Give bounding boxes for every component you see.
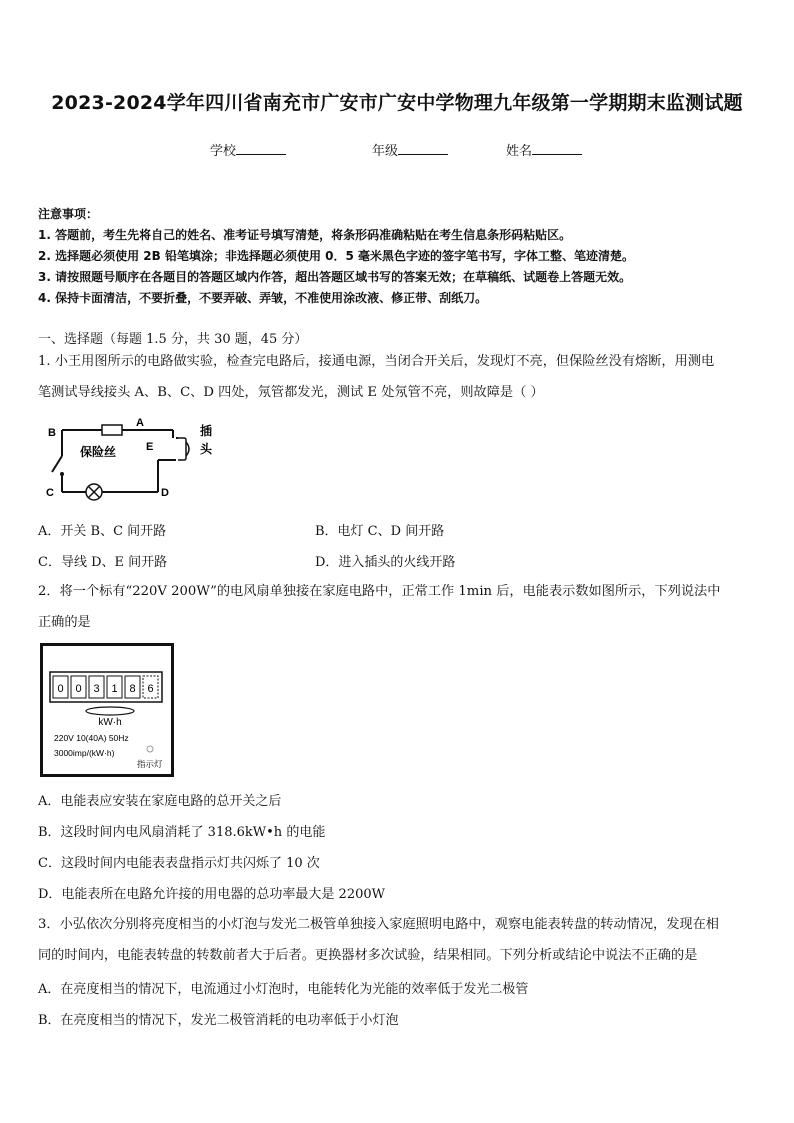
q1-option-d: D．进入插头的火线开路: [315, 555, 456, 570]
meter-imp: 3000imp/(kW·h): [54, 748, 115, 758]
grade-field: [372, 140, 448, 159]
fuse-label: 保险丝: [80, 445, 117, 459]
q2-meter-figure: [40, 643, 174, 777]
meter-digit: 3: [93, 683, 100, 695]
label-a: A: [136, 417, 144, 429]
meter-unit: kW·h: [98, 717, 122, 728]
name-field: [506, 140, 582, 159]
meter-digit: 6: [147, 683, 154, 695]
meter-digit: 0: [75, 683, 82, 695]
meter-digit: 8: [129, 683, 136, 695]
school-blank: [236, 142, 286, 155]
switch-blade: [52, 456, 62, 472]
q1-stem-line-2: 笔测试导线接头 A、B、C、D 四处，氖管都发光，测试 E 处氖管不亮，则故障是（ ）: [38, 385, 544, 400]
notes-item: 2. 选择题必须使用 2B 铅笔填涂；非选择题必须使用 0．5 毫米黑色字迹的签字笔书写，字体工整、笔迹清楚。: [38, 249, 634, 263]
name-blank: [532, 142, 582, 155]
meter-digit: 1: [111, 683, 118, 695]
q1-option-a: A．开关 B、C 间开路: [38, 524, 167, 539]
name-label: 姓名: [506, 144, 533, 159]
question-3: [38, 909, 760, 971]
grade-label: 年级: [372, 144, 399, 159]
label-e: E: [146, 441, 154, 453]
label-d: D: [161, 487, 169, 499]
question-2: [38, 576, 760, 638]
meter-spec: 220V 10(40A) 50Hz: [54, 733, 129, 743]
q1-option-b: B．电灯 C、D 间开路: [315, 524, 445, 539]
notes-item: 3. 请按照题号顺序在各题目的答题区域内作答，超出答题区域书写的答案无效；在草稿纸、试题卷上答题无效。: [38, 270, 632, 284]
page-title: 2023-2024学年四川省南充市广安市广安中学物理九年级第一学期期末监测试题: [51, 92, 743, 114]
grade-blank: [398, 142, 448, 155]
q3-stem-line-1: 3．小弘依次分别将亮度相当的小灯泡与发光二极管单独接入家庭照明电路中，观察电能表转盘的转动情况，发现在相: [38, 917, 719, 932]
school-field: [210, 140, 286, 159]
q3-option-a: A．在亮度相当的情况下，电流通过小灯泡时，电能转化为光能的效率低于发光二极管: [38, 982, 529, 997]
school-label: 学校: [210, 144, 237, 159]
notes-block: [38, 204, 634, 309]
q2-option-c: C．这段时间内电能表表盘指示灯共闪烁了 10 次: [38, 856, 320, 871]
q2-option-d: D．电能表所在电路允许接的用电器的总功率最大是 2200W: [38, 887, 386, 902]
q2-stem-line-1: 2．将一个标有“220V 200W”的电风扇单独接在家庭电路中，正常工作 1min 后，电能表示数如图所示，下列说法中: [38, 584, 721, 599]
indicator-light-icon: [147, 746, 153, 752]
q2-stem-line-2: 正确的是: [38, 615, 91, 630]
q1-option-c: C．导线 D、E 间开路: [38, 555, 168, 570]
label-c: C: [46, 487, 54, 499]
plug-label-2: 头: [200, 442, 213, 456]
notes-item: 4. 保持卡面清洁，不要折叠，不要弄破、弄皱，不准使用涂改液、修正带、刮纸刀。: [38, 291, 488, 305]
q3-option-b: B．在亮度相当的情况下，发光二极管消耗的电功率低于小灯泡: [38, 1013, 399, 1028]
section-title: 一、选择题（每题 1.5 分，共 30 题，45 分）: [38, 332, 308, 347]
q1-stem-line-1: 1. 小王用图所示的电路做实验，检查完电路后，接通电源，当闭合开关后，发现灯不亮，但保险丝没有熔断，用测电: [38, 354, 715, 369]
meter-disc-icon: [86, 707, 134, 715]
meter-indicator: 指示灯: [137, 759, 163, 769]
notes-item: 1. 答题前，考生先将自己的姓名、准考证号填写清楚，将条形码准确粘贴在考生信息条形码粘贴区。: [38, 228, 572, 242]
plug-icon: [178, 438, 186, 460]
meter-digit: 0: [57, 683, 64, 695]
q1-circuit-figure: [40, 414, 230, 504]
fuse-icon: [102, 425, 122, 435]
q2-option-a: A．电能表应安装在家庭电路的总开关之后: [38, 794, 282, 809]
q3-stem-line-2: 同的时间内，电能表转盘的转数前者大于后者。更换器材多次试验，结果相同。下列分析或结论中说法不正确的是: [38, 948, 698, 963]
notes-heading: 注意事项：: [38, 207, 99, 221]
plug-label-1: 插: [200, 424, 213, 438]
question-1: [38, 346, 760, 408]
label-b: B: [48, 427, 56, 439]
q2-option-b: B．这段时间内电风扇消耗了 318.6kW•h 的电能: [38, 825, 326, 840]
